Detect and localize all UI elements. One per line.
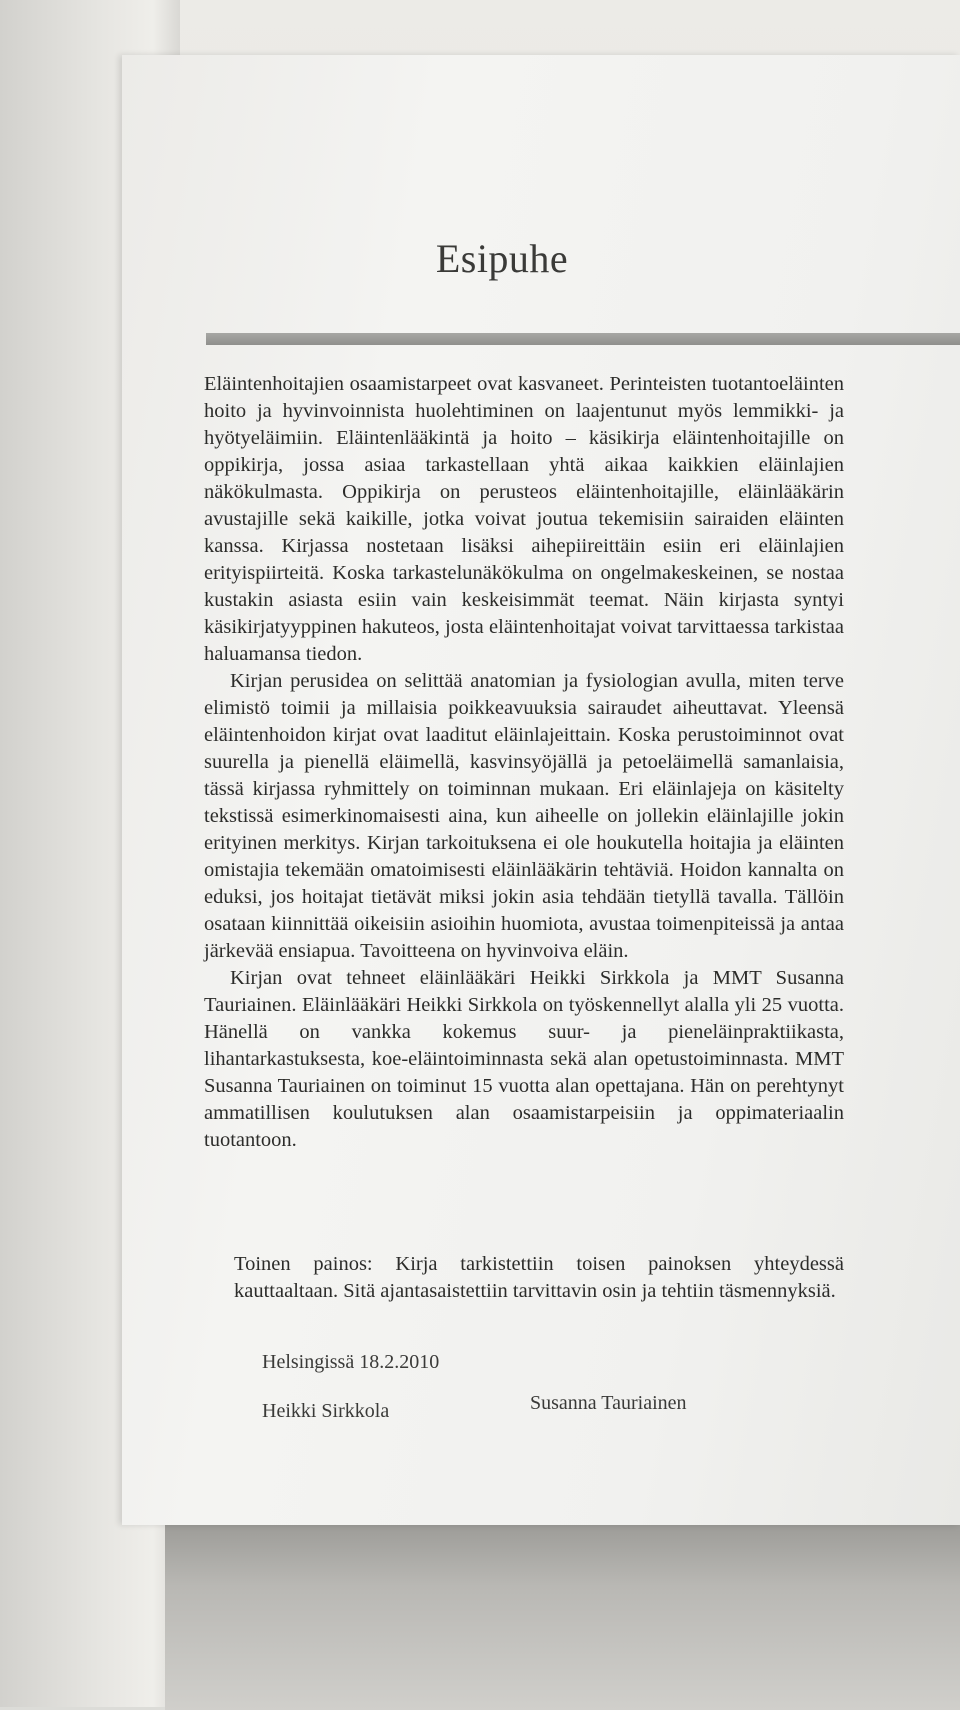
author-name-1: Heikki Sirkkola (262, 1400, 390, 1422)
preface-paragraph-2: Kirjan perusidea on selittää anatomian ja fysiologian avulla, miten terve elimistö toimii ja millaisia poikkeavuuksia sairaudet aiheuttavat. Yleensä eläintenhoidon kirjat ovat laaditut eläinlajeittain. Koska perustoiminnot ovat suurella ja pienellä eläimellä, kasvinsyöjällä ja petoeläimellä samanlaisia, tässä kirjassa ryhmittely on toiminnan mukaan. Eri eläinlajeja on käsitelty tekstissä esimerkinomaisesti aina, kun aiheelle on jollekin eläinlajille jokin erityinen merkitys. Kirjan tarkoituksena ei ole houkutella hoitajia ja eläinten omistajia tekemään omatoimisesti eläinlääkärin tehtäviä. Hoidon kannalta on eduksi, jos hoitajat tietävät miksi jokin asia tehdään tietyllä tavalla. Tällöin osataan kiinnittää oikeisiin asioihin huomiota, avustaa toimenpiteissä ja antaa järkevää ensiapua. Tavoitteena on hyvinvoiva eläin. (204, 670, 844, 962)
title-divider (206, 333, 960, 345)
book-page (122, 55, 960, 1525)
place-date: Helsingissä 18.2.2010 (262, 1351, 440, 1373)
edition-note: Toinen painos: Kirja tarkistettiin toisen painoksen yhteydessä kauttaaltaan. Sitä ajantasaistettiin tarvittavin osin ja tehtiin täsmennyksiä. (234, 1253, 844, 1302)
page-title: Esipuhe (435, 236, 569, 281)
page-shadow (165, 1520, 960, 1710)
preface-paragraph-3: Kirjan ovat tehneet eläinlääkäri Heikki Sirkkola ja MMT Susanna Tauriainen. Eläinlääkäri Heikki Sirkkola on työskennellyt alalla yli 25 vuotta. Hänellä on vankka kokemus suur- ja pieneläinpraktiikasta, lihantarkastuksesta, koe-eläintoiminnasta sekä alan opetustoiminnasta. MMT Susanna Tauriainen on toiminut 15 vuotta alan opettajana. Hän on perehtynyt ammatillisen koulutuksen alan osaamistarpeisiin ja oppimateriaalin tuotantoon. (204, 967, 844, 1151)
preface-body (204, 371, 844, 1154)
author-name-2: Susanna Tauriainen (530, 1392, 687, 1414)
preface-paragraph-1: Eläintenhoitajien osaamistarpeet ovat kasvaneet. Perinteisten tuotantoeläinten hoito ja hyvinvoinnista huolehtiminen on laajentunut myös lemmikki- ja hyötyeläimiin. Eläintenlääkintä ja hoito – käsikirja eläintenhoitajille on oppikirja, jossa asiaa tarkastellaan yhtä aikaa kaikkien eläinlajien näkökulmasta. Oppikirja on perusteos eläintenhoitajille, eläinlääkärin avustajille sekä kaikille, jotka voivat joutua tekemisiin sairaiden eläinten kanssa. Kirjassa nostetaan lisäksi aihepiireittäin esiin eri eläinlajien erityispiirteitä. Koska tarkastelunäkökulma on ongelmakeskeinen, se nostaa kustakin asiasta esiin vain keskeisimmät teemat. Näin kirjasta syntyi käsikirjatyyppinen hakuteos, josta eläintenhoitajat voivat tarvittaessa tarkistaa haluamansa tiedon. (204, 373, 844, 665)
